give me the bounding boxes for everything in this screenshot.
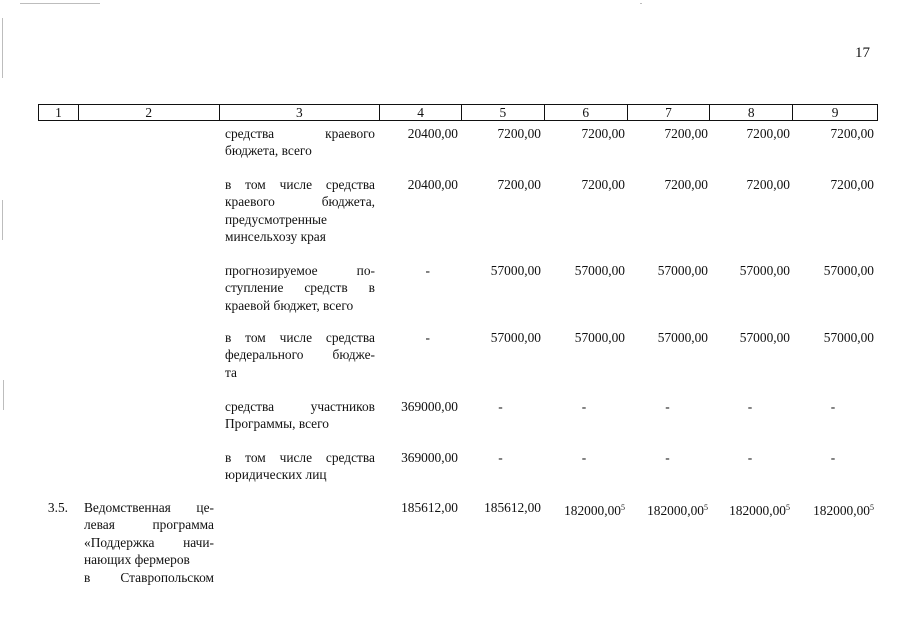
value-col-8: 57000,00 <box>739 330 790 345</box>
value-col-9: 7200,00 <box>830 177 874 192</box>
cell-text-line: средства участников <box>225 399 375 414</box>
cell-text-line: прогнозируемое по- <box>225 263 375 278</box>
value-col-5: - <box>498 399 503 414</box>
value-col-5: 7200,00 <box>497 177 541 192</box>
header-col-4: 4 <box>380 105 462 120</box>
value-col-7: 57000,00 <box>657 263 708 278</box>
cell-value: 182000,00 <box>813 503 870 518</box>
table-header-row <box>38 104 878 121</box>
item-number: 3.5. <box>47 500 68 515</box>
value-col-4: 185612,00 <box>401 500 458 515</box>
value-col-4: 20400,00 <box>407 177 458 192</box>
cell-text-line: в том числе средства <box>225 450 375 465</box>
value-col-8 <box>710 499 790 519</box>
funding-source-cell <box>225 449 375 484</box>
value-col-7: 7200,00 <box>664 126 708 141</box>
value-col-9: - <box>830 399 836 414</box>
cell-text-line: федерального бюдже- <box>225 347 375 363</box>
cell-text-line: краевого бюджета, <box>225 194 375 210</box>
value-col-5: 185612,00 <box>484 500 541 515</box>
header-col-9: 9 <box>831 105 839 120</box>
cell-text-line: в том числе средства <box>225 177 375 192</box>
value-col-7 <box>627 499 708 519</box>
header-col-3: 3 <box>220 105 381 120</box>
funding-source-cell <box>225 329 375 381</box>
value-col-5: 7200,00 <box>497 126 541 141</box>
value-col-4: - <box>425 263 430 278</box>
funding-source-cell <box>225 176 375 246</box>
value-col-6 <box>543 499 625 519</box>
header-col-8: 8 <box>710 105 793 120</box>
value-col-8: - <box>747 450 753 465</box>
cell-text-line: нающих фермеров <box>84 552 190 568</box>
value-col-9: - <box>830 450 836 465</box>
cell-value: 182000,00 <box>729 503 786 518</box>
cell-text-line: в Ставропольском <box>84 569 214 585</box>
value-col-5: - <box>498 450 503 465</box>
cell-text-line: та <box>225 364 237 380</box>
funding-source-cell <box>225 125 375 160</box>
value-col-6: 7200,00 <box>581 177 625 192</box>
cell-text-line: минсельхозу края <box>225 229 326 245</box>
value-col-6: - <box>581 399 587 414</box>
value-col-9: 57000,00 <box>823 330 874 345</box>
value-col-7: - <box>665 450 670 465</box>
footnote-marker: 5 <box>704 503 708 512</box>
value-col-9: 57000,00 <box>823 263 874 278</box>
cell-text-line: в том числе средства <box>225 330 375 345</box>
cell-value: 182000,00 <box>647 503 704 518</box>
cell-text-line: краевой бюджет, всего <box>225 297 354 313</box>
value-col-7: 7200,00 <box>664 177 708 192</box>
cell-value: 182000,00 <box>564 503 621 518</box>
header-col-7: 7 <box>628 105 711 120</box>
footnote-marker: 5 <box>786 503 790 512</box>
cell-text-line: юридических лиц <box>225 467 327 483</box>
program-name-cell <box>84 499 214 586</box>
cell-text-line: «Поддержка начи- <box>84 534 214 550</box>
value-col-8: 7200,00 <box>746 126 790 141</box>
header-col-1: 1 <box>39 105 79 120</box>
value-col-6: - <box>581 450 587 465</box>
header-col-6: 6 <box>545 105 628 120</box>
funding-source-cell <box>225 398 375 433</box>
footnote-marker: 5 <box>870 503 874 512</box>
value-col-5: 57000,00 <box>490 263 541 278</box>
value-col-7: - <box>665 399 670 414</box>
header-col-5: 5 <box>462 105 545 120</box>
value-col-9: 7200,00 <box>830 126 874 141</box>
value-col-4: 369000,00 <box>401 450 458 465</box>
page-number: 17 <box>855 45 870 61</box>
value-col-7: 57000,00 <box>657 330 708 345</box>
value-col-4: 20400,00 <box>407 126 458 141</box>
value-col-5: 57000,00 <box>490 330 541 345</box>
value-col-4: - <box>425 330 430 345</box>
cell-text-line: левая программа <box>84 517 214 533</box>
value-col-6: 57000,00 <box>574 263 625 278</box>
value-col-8: 57000,00 <box>739 263 790 278</box>
cell-text-line: средства краевого <box>225 126 375 141</box>
value-col-8: 7200,00 <box>746 177 790 192</box>
scan-artifact-left-edge-3 <box>3 380 4 410</box>
footnote-marker: 5 <box>621 503 625 512</box>
scan-artifact-top-right <box>640 3 642 4</box>
cell-text-line: Ведомственная це- <box>84 500 214 515</box>
cell-text-line: предусмотренные <box>225 211 327 227</box>
scan-artifact-left-edge <box>2 18 3 78</box>
cell-text-line: Программы, всего <box>225 416 329 432</box>
scan-artifact-left-edge-2 <box>2 200 3 240</box>
cell-text-line: бюджета, всего <box>225 143 312 159</box>
value-col-6: 7200,00 <box>581 126 625 141</box>
value-col-4: 369000,00 <box>401 399 458 414</box>
value-col-6: 57000,00 <box>574 330 625 345</box>
value-col-9 <box>792 499 874 519</box>
value-col-8: - <box>747 399 753 414</box>
cell-text-line: ступление средств в <box>225 280 375 296</box>
funding-source-cell <box>225 262 375 314</box>
scan-artifact-top <box>20 3 100 4</box>
header-col-2: 2 <box>79 105 220 120</box>
